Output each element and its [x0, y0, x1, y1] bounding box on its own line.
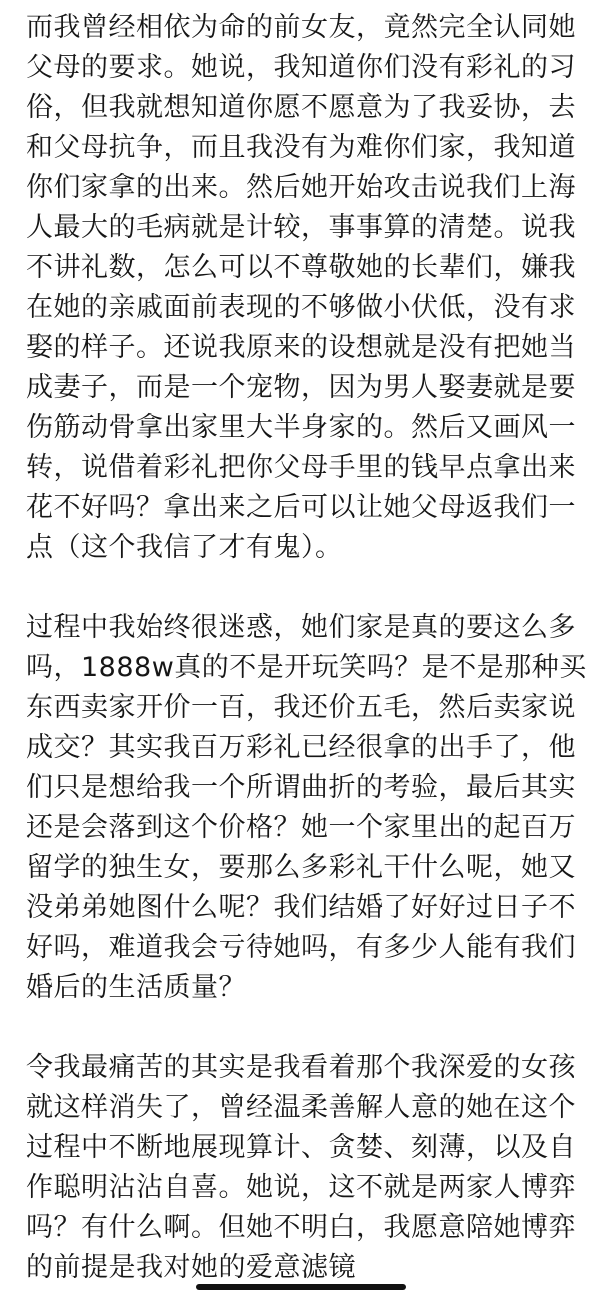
text-line: 过程中我始终很迷惑，她们家是真的要这么多: [26, 612, 576, 643]
text-line: 转，说借着彩礼把你父母手里的钱早点拿出来: [26, 452, 576, 483]
text-line: 而我曾经相依为命的前女友，竟然完全认同她: [26, 12, 576, 43]
text-line: 点（这个我信了才有鬼）。: [26, 532, 343, 563]
home-indicator[interactable]: [196, 1284, 406, 1290]
text-line: 成妻子，而是一个宠物，因为男人娶妻就是要: [26, 372, 576, 403]
text-line: 花不好吗？拿出来之后可以让她父母返我们一: [26, 492, 576, 523]
text-line: 留学的独生女，要那么多彩礼干什么呢，她又: [26, 852, 576, 883]
text-line: 俗，但我就想知道你愿不愿意为了我妥协，去: [26, 92, 576, 123]
text-line: 作聪明沾沾自喜。她说，这不就是两家人博弈: [26, 1172, 576, 1203]
paragraph: [26, 608, 600, 1008]
text-line: 和父母抗争，而且我没有为难你们家，我知道: [26, 132, 576, 163]
text-line: 父母的要求。她说，我知道你们没有彩礼的习: [26, 52, 576, 83]
paragraph-gap: [26, 1008, 600, 1048]
text-line: 的前提是我对她的爱意滤镜: [26, 1252, 356, 1283]
article-body: [26, 8, 600, 1288]
paragraph: [26, 1048, 600, 1288]
text-line: 不讲礼数，怎么可以不尊敬她的长辈们，嫌我: [26, 252, 576, 283]
text-line: 们只是想给我一个所谓曲折的考验，最后其实: [26, 772, 576, 803]
text-line: 没弟弟她图什么呢？我们结婚了好好过日子不: [26, 892, 576, 923]
text-line: 好吗，难道我会亏待她吗，有多少人能有我们: [26, 932, 576, 963]
text-line: 吗，1888w真的不是开玩笑吗？是不是那种买: [26, 652, 587, 683]
text-line: 就这样消失了，曾经温柔善解人意的她在这个: [26, 1092, 576, 1123]
text-line: 伤筋动骨拿出家里大半身家的。然后又画风一: [26, 412, 576, 443]
text-line: 令我最痛苦的其实是我看着那个我深爱的女孩: [26, 1052, 576, 1083]
text-line: 吗？有什么啊。但她不明白，我愿意陪她博弈: [26, 1212, 576, 1243]
text-line: 你们家拿的出来。然后她开始攻击说我们上海: [26, 172, 576, 203]
text-line: 东西卖家开价一百，我还价五毛，然后卖家说: [26, 692, 576, 723]
text-line: 成交？其实我百万彩礼已经很拿的出手了，他: [26, 732, 576, 763]
paragraph: [26, 8, 600, 568]
text-line: 在她的亲戚面前表现的不够做小伏低，没有求: [26, 292, 576, 323]
text-line: 人最大的毛病就是计较，事事算的清楚。说我: [26, 212, 576, 243]
text-line: 还是会落到这个价格？她一个家里出的起百万: [26, 812, 576, 843]
text-line: 过程中不断地展现算计、贪婪、刻薄，以及自: [26, 1132, 576, 1163]
text-line: 婚后的生活质量？: [26, 972, 246, 1003]
text-line: 娶的样子。还说我原来的设想就是没有把她当: [26, 332, 576, 363]
paragraph-gap: [26, 568, 600, 608]
